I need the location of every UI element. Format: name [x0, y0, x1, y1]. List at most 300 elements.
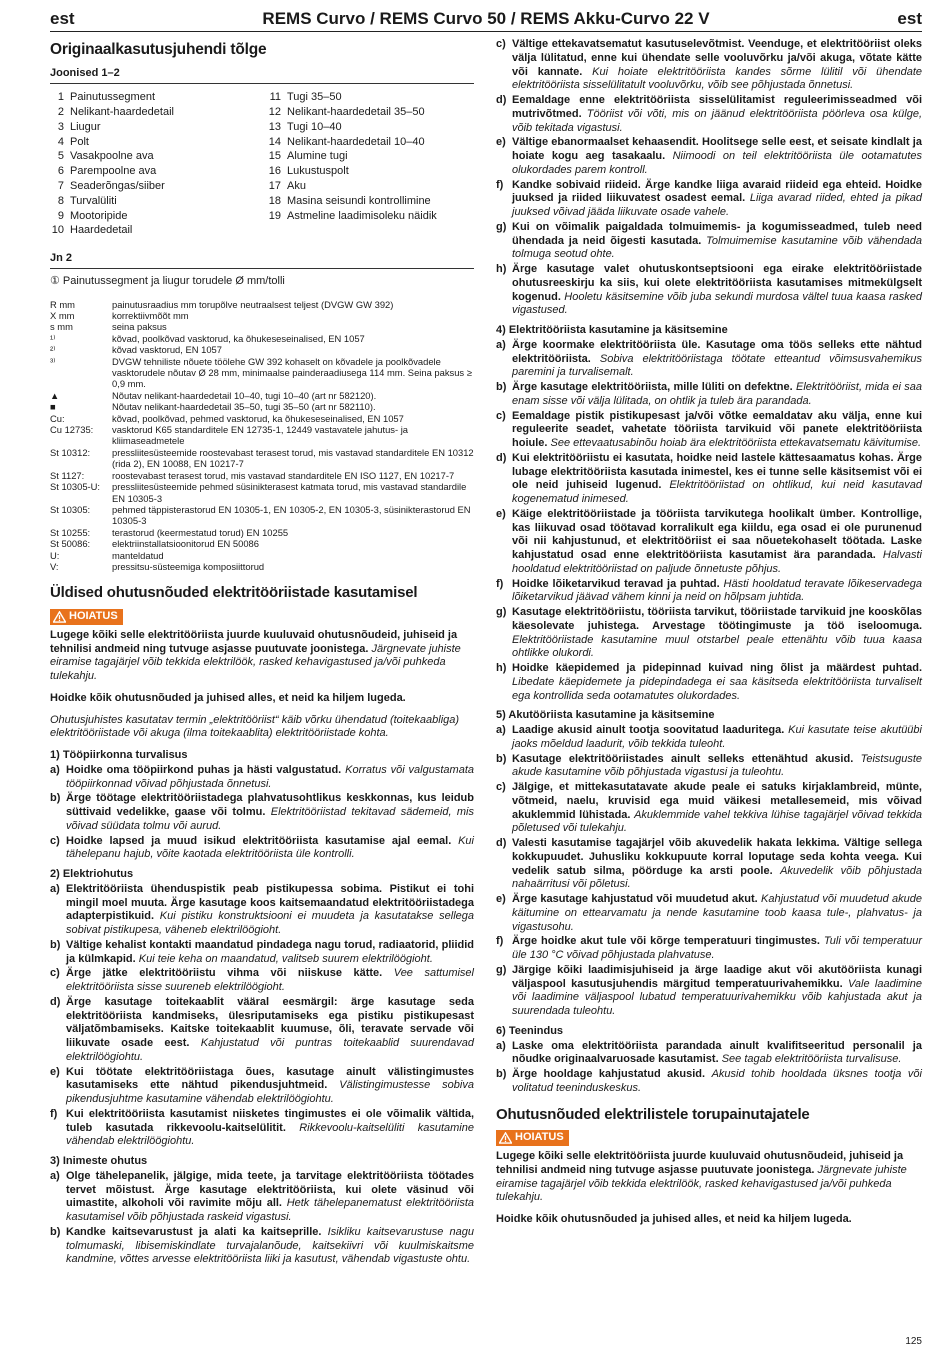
item-explanation: Niimoodi on teil elektritööriista üle ootamatutes olukordades parem kontroll. [512, 150, 922, 176]
list-item [496, 1068, 922, 1096]
item-text [512, 964, 922, 1019]
legend-number: 17 [268, 179, 281, 192]
abbreviation-value: korrektiivmõõt mm [112, 310, 189, 321]
item-text [512, 1068, 922, 1096]
term-note: Ohutusjuhistes kasutatav termin „elektritööriist“ käib võrku ühendatud (toitekaabliga) elektritööriistade või akuga (ilma toitekaablita) elektritööriistade kohta. [50, 713, 460, 740]
item-text [512, 179, 922, 220]
abbreviation-key: R mm [50, 298, 75, 310]
abbreviation-row [50, 321, 474, 332]
item-letter: f) [496, 178, 504, 191]
safety-section [50, 868, 474, 1149]
legend-item [50, 105, 257, 120]
page-header [50, 6, 922, 32]
abbreviation-value: kõvad vasktorud, EN 1057 [112, 344, 222, 356]
abbreviation-row [50, 344, 474, 355]
item-explanation: Kui kasutate teise akutüübi jaoks mõeldud laadurit, võib tekkida tuleoht. [512, 724, 922, 750]
legend-column-2 [267, 90, 474, 238]
item-letter: a) [496, 338, 506, 351]
item-instruction: Ärge kasutage valet ohutuskontseptsiooni ega eirake elektritööriistade ohutusreeskirju ka siis, kui olete elektritööriista kasutamises mitmekülgselt kogenud. [512, 263, 922, 303]
abbreviation-key: St 50086: [50, 538, 91, 550]
legend-number: 18 [268, 194, 281, 207]
item-text [512, 38, 922, 93]
legend-item [50, 194, 257, 209]
legend-number: 9 [57, 209, 64, 222]
list-item [496, 837, 922, 892]
item-explanation: Elektritööriistad tekitavad sädemeid, mis võivad süüdata tolmu või aurud. [66, 806, 474, 832]
legend-item [50, 135, 257, 150]
item-letter: g) [496, 606, 507, 618]
item-letter: a) [50, 1169, 60, 1182]
legend-text: Turvalüliti [70, 194, 117, 207]
item-explanation: Akuklemmide vahel tekkiva lühise tagajärjel võivad tekkida põletused või tulekahju. [512, 808, 923, 835]
item-text [66, 1108, 474, 1149]
legend-text: Masina seisundi kontrollimine [287, 194, 431, 207]
item-instruction: Kui töötate elektritööriistaga õues, kasutage ainult välistingimustes kasutamiseks ette nähtud pikendusjuhtmeid. [66, 1065, 474, 1092]
item-explanation: Välistingimustesse sobiva pikendusjuhtme kasutamine vähendab elektrilöögiohtu. [66, 1079, 474, 1106]
abbreviation-row [50, 504, 474, 527]
item-instruction: Elektritööriista ühenduspistik peab pistikupessa sobima. Pistikut ei tohi mingil moel muuta. Ärge kasutage koos kaitsemaandatud elektritööriistadega adapterpistikuid. [66, 882, 474, 923]
item-explanation: Kahjustatud või puntras toitekaablid suurendavad elektrilöögiohtu. [66, 1037, 474, 1063]
pipe-bender-heading: Ohutusnõuded elektrilistele torupainutajatele [496, 1105, 810, 1123]
list-item [496, 724, 922, 752]
item-text [512, 935, 922, 963]
legend-text: Nelikant-haardedetail 10–40 [287, 135, 425, 148]
item-letter: h) [496, 662, 507, 674]
item-instruction: Eemaldage enne elektritööriista sisselülitamist reguleerimisseadmed või mutrivõtmed. [512, 94, 922, 120]
item-instruction: Valesti kasutamise tagajärjel võib akuvedelik hakata lekkima. Vältige sellega kokkupuudet. Juhusliku kokkupuute korral loputage seda kohta veega. Kui vedelik satub silma, pöörduge ka arsti poole. [512, 837, 922, 877]
item-explanation: Vale laadimine või laadimine väljaspool lubatud temperatuurivahemikku võib kahjustada akut ja suurendada tuleohtu. [512, 977, 922, 1017]
item-explanation: Sobiva elektritööriistaga töötate etteantud võimsusvahemikus paremini ja turvalisemalt. [512, 352, 922, 379]
item-letter: b) [50, 1225, 61, 1238]
abbreviation-row [50, 447, 474, 470]
section-title: 2) Elektriohutus [50, 868, 134, 881]
item-instruction: Ärge kasutage toitekaablit vääral eesmärgil: ärge kasutage seda elektritööriista kandmiseks, ülesriputamiseks ega pistiku pistikupesast väljatõmbamiseks. Kaitske toitekaablit kuumuse, õli, teravate servade või liikuvate osade eest. [66, 995, 474, 1050]
abbreviation-value: painutusraadius mm torupõlve neutraalsest teljest (DVGW GW 392) [112, 298, 394, 310]
item-text [512, 410, 922, 451]
list-item [496, 606, 922, 661]
legend-text: Tugi 35–50 [287, 91, 342, 104]
list-item [496, 508, 922, 577]
abbreviation-key: St 10312: [50, 446, 91, 458]
item-instruction: Ärge kasutage kahjustatud või muudetud akut. [512, 893, 758, 905]
item-text [66, 967, 474, 995]
legend-item [267, 194, 474, 209]
list-item [50, 835, 474, 863]
language-code-right: est [897, 8, 922, 28]
legend-text: Nelikant-haardedetail [70, 105, 174, 118]
item-instruction: Kui elektritööriistu ei kasutata, hoidke neid lastele kättesaamatus kohas. Ärge lubage elektritööriista kasutada inimestel, kes ei tunne selle käsitsemist või ei ole neid juhiseid lugenud. [512, 451, 922, 492]
item-text [512, 263, 922, 318]
item-letter: e) [496, 893, 506, 905]
item-instruction: Olge tähelepanelik, jälgige, mida teete, ja tarvitage elektritööriista töötades tervet mõistust. Ärge kasutage elektritööriista, kui olete väsinud või uimastite, alkoholi või ravimite mõju all. [66, 1169, 474, 1210]
item-text [512, 1040, 922, 1068]
item-explanation: Kui tähelepanu hajub, võite kaotada elektritööriista üle kontrolli. [66, 834, 474, 861]
abbreviation-value: manteldatud [112, 549, 164, 561]
item-instruction: Kandke sobivaid riideid. Ärge kandke liiga avaraid riideid ega ehteid. Hoidke juuksed ja riided liikuvatest osadest eemal. [512, 178, 922, 205]
legend-text: Parempoolne ava [70, 165, 157, 178]
abbreviation-key: s mm [50, 321, 73, 333]
list-item [496, 410, 922, 451]
item-explanation: Tööriist või võti, mis on jäänud elektritööriista pöörleva osa külge, võib tekitada vigastusi. [512, 107, 922, 134]
abbreviation-value: pehmed täppisterastorud EN 10305-1, EN 10305-2, EN 10305-3, süsinikterastorud EN 10305-3 [112, 503, 471, 527]
item-instruction: Laadige akusid ainult tootja soovitatud laaduritega. [512, 724, 785, 736]
item-explanation: Rikkevoolu-kaitselüliti kasutamine vähendab elektrilöögiohtu. [66, 1121, 474, 1148]
item-letter: d) [496, 837, 507, 849]
list-item [50, 939, 474, 967]
item-instruction: Vältige ebanormaalset kehaasendit. Hoolitsege selle eest, et seisate kindlalt ja hoiate kogu aeg tasakaalu. [512, 136, 922, 162]
list-item [50, 1170, 474, 1225]
abbreviation-row [50, 424, 474, 447]
abbreviation-value: pressliitesüsteemide roostevabast terasest torud, mis vastavad standarditele EN 10312 (rida 2), EN 10088, EN 10217-7 [112, 446, 474, 470]
item-explanation: Kui pistiku konstruktsiooni ei muudeta ja kasutatakse sellega sobivat pistikupesa, väheneb elektrilöögioht. [66, 910, 474, 937]
item-explanation: Libedate käepidemete ja pidepindadega ei saa käsitseda elektritööriista turvaliselt ega kontrollida seda ootamatutes olukordades. [512, 675, 922, 702]
legend-number: 5 [57, 150, 64, 163]
item-instruction: Vältige kehalist kontakti maandatud pindadega nagu torud, radiaatorid, pliidid ja külmkapid. [66, 938, 474, 965]
legend-text: Seaderõngas/siiber [70, 179, 165, 192]
abbreviation-row [50, 299, 474, 310]
item-explanation: Korratus või valgustamata tööpiirkonnad võivad põhjustada õnnetusi. [66, 763, 474, 790]
safety-section [50, 749, 474, 862]
item-text [66, 883, 474, 938]
item-text [512, 578, 922, 606]
item-instruction: Ärge hooldage kahjustatud akusid. [512, 1068, 706, 1080]
item-instruction: Jälgige, et mittekasutatavate akude peale ei satuks kirjaklambreid, münte, võtmeid, naelu, kruvisid ega muid väikesi metallesemeid, mis võivad akuklemmid lühistada. [512, 781, 922, 821]
item-explanation: Tolmuimemise kasutamine võib vähendada tolmuga seotud ohte. [512, 234, 923, 261]
legend-number: 11 [269, 91, 281, 104]
legend-item [50, 120, 257, 135]
legend-item [50, 223, 257, 238]
abbreviation-value: elektriinstallatsioonitorud EN 50086 [112, 538, 259, 550]
list-item [496, 781, 922, 836]
list-item [496, 893, 922, 934]
item-text [512, 339, 922, 380]
abbreviation-key: Cu 12735: [50, 424, 94, 436]
item-instruction: Eemaldage pistik pistikupesast ja/või võtke eemaldatav aku välja, enne kui reguleerite seadet, vahetate tööriista tarvikuid või panete elektritööriista hoiule. [512, 409, 922, 449]
item-text [66, 764, 474, 792]
item-text [512, 606, 922, 661]
item-explanation: Kahjustatud või muudetud akude käitumine on ettearvamatu ja nende kasutamine toob kaasa tule-, plahvatus- ja vigastusohu. [512, 893, 922, 933]
legend-number: 15 [268, 150, 281, 163]
list-item [50, 967, 474, 995]
abbreviation-row [50, 481, 474, 504]
item-letter: b) [50, 792, 61, 805]
legend-number: 3 [57, 120, 64, 133]
list-item [496, 662, 922, 703]
item-instruction: Ärge hoidke akut tule või kõrge temperatuuri tingimustes. [512, 935, 820, 948]
item-instruction: Ärge jätke elektritööriistu vihma või niiskuse kätte. [66, 967, 383, 980]
item-explanation: Akusid tohib hooldada üksnes tootja või volitatud teeninduskeskus. [512, 1068, 922, 1094]
item-explanation: Hetk tähelepanematust elektritööriista kasutamisel võib põhjustada raskeid vigastusi. [66, 1197, 474, 1224]
abbreviation-row [50, 390, 474, 401]
item-instruction: Kasutage elektritööriistades ainult selleks ettenähtud akusid. [512, 752, 854, 765]
item-instruction: Ärge töötage elektritööriistadega plahvatusohtlikus keskkonnas, kus leidub süttivaid vedelikke, gaase või tolmu. [66, 792, 474, 819]
legend-text: Polt [70, 135, 89, 148]
keep-instructions: Hoidke kõik ohutusnõuded ja juhised alles, et neid ka hiljem lugeda. [50, 691, 406, 704]
item-explanation: Akuvedelik võib põhjustada nahaärritusi või põletusi. [512, 864, 923, 891]
legend-number: 4 [57, 135, 64, 148]
list-item [496, 381, 922, 409]
item-text [66, 1066, 474, 1107]
item-explanation: Vee sattumisel elektritööriista sisse suureneb elektrilöögioht. [66, 967, 474, 994]
legend-text: Haardedetail [70, 224, 133, 237]
abbreviation-value: Nõutav nelikant-haardedetail 35–50, tugi 35–50 (art nr 582110). [112, 401, 376, 413]
warning-label: HOIATUS [515, 1131, 564, 1144]
item-letter: e) [50, 1065, 60, 1078]
legend-item [267, 179, 474, 194]
abbreviation-key: ▲ [50, 389, 60, 401]
abbreviation-key: ■ [50, 401, 56, 413]
list-item [496, 1040, 922, 1068]
abbreviation-row [50, 401, 474, 412]
item-instruction: Järgige kõiki laadimisjuhiseid ja ärge laadige akut või akutööriista kunagi väljaspool kasutusjuhendis märgitud temperatuurivahemikku. [512, 963, 922, 990]
abbreviation-value: vasktorud K65 standarditele EN 12735-1, 12449 vastavatele jahutus- ja kliimaseadmetele [112, 424, 409, 447]
safety-section [50, 1155, 474, 1267]
legend-text: Tugi 10–40 [287, 120, 342, 133]
left-safety-sections [50, 749, 474, 1267]
abbreviation-key: St 10305-U: [50, 481, 101, 493]
keep-instructions: Hoidke kõik ohutusnõuded ja juhised alles, et neid ka hiljem lugeda. [496, 1213, 852, 1225]
abbreviation-key: St 10305: [50, 503, 91, 515]
warning-paragraph: Lugege kõiki selle elektritööriista juurde kuuluvaid ohutusnõudeid, juhiseid ja tehnilisi andmeid ning tutvuge asjasse puutuvate joonistega. Järgnevate juhiste eiramise tagajärjel võib tekkida elektrilöök, rasked kehavigastused ja/või puhkeda tulekahju. [496, 1150, 907, 1204]
legend-item [267, 209, 474, 224]
item-letter: b) [496, 752, 507, 765]
legend-text: Nelikant-haardedetail 35–50 [287, 105, 425, 118]
list-item [50, 764, 474, 792]
item-letter: b) [496, 381, 507, 393]
item-text [66, 939, 474, 967]
segment-note: ① Painutussegment ja liugur torudele Ø mm/tolli [50, 274, 285, 287]
item-letter: b) [50, 938, 61, 951]
abbreviation-key: ³⁾ [50, 355, 56, 367]
section-title: 5) Akutööriista kasutamine ja käsitsemine [496, 709, 715, 722]
list-item [496, 339, 922, 380]
legend-text: Aku [287, 179, 306, 192]
list-item [496, 578, 922, 606]
legend-number: 8 [57, 194, 64, 207]
item-explanation: Hästi hooldatud teravate lõikeservadega lõiketarvikud jäävad vähem kinni ja neid on hõlpsam juhtida. [512, 577, 923, 604]
item-letter: c) [496, 38, 506, 50]
legend-text: Liugur [70, 120, 101, 133]
abbreviation-row [50, 550, 474, 561]
left-column [50, 38, 474, 1271]
item-instruction: Hoidke oma tööpiirkond puhas ja hästi valgustatud. [66, 763, 342, 776]
item-letter: c) [50, 967, 60, 980]
item-text [512, 781, 922, 836]
legend-number: 19 [268, 209, 281, 222]
item-text [512, 452, 922, 507]
item-text [512, 136, 922, 177]
section-heading-translation: Originaalkasutusjuhendi tõlge [50, 41, 267, 58]
abbreviation-value: Nõutav nelikant-haardedetail 10–40, tugi 10–40 (art nr 582120). [112, 389, 377, 401]
item-text [512, 724, 922, 752]
section-title: 4) Elektritööriista kasutamine ja käsitsemine [496, 324, 728, 336]
list-item [496, 935, 922, 963]
legend-item [267, 135, 474, 150]
safety-section [496, 709, 922, 1019]
personal-safety-continued [496, 38, 922, 318]
item-text [66, 792, 474, 833]
item-letter: a) [50, 882, 60, 895]
list-item [50, 1226, 474, 1267]
abbreviation-row [50, 310, 474, 321]
item-letter: c) [50, 834, 60, 847]
list-item [496, 263, 922, 318]
legend-text: Vasakpoolne ava [70, 150, 154, 163]
legend-number: 2 [57, 105, 64, 118]
item-explanation: Hooletu käsitsemine võib juba sekundi murdosa vältel tuua kaasa rasked vigastused. [512, 290, 922, 317]
list-item [496, 452, 922, 507]
abbreviation-key: St 1127: [50, 469, 85, 481]
legend-number: 1 [57, 91, 64, 104]
abbreviation-key: U: [50, 549, 60, 561]
item-instruction: Hoidke käepidemed ja pidepinnad kuivad ning õlist ja määrdest puhtad. [512, 662, 922, 674]
item-letter: a) [496, 1039, 506, 1052]
item-explanation: Kui hoiate elektritööriista kandes sõrme lülitil või ühendate elektritööriista sisselülitatult vooluvõrku, võib see põhjustada õnnetusi. [512, 65, 922, 92]
legend-item [50, 90, 257, 105]
abbreviation-list [50, 299, 474, 573]
warning-badge [50, 609, 123, 625]
abbreviation-key: Cu: [50, 412, 65, 424]
warning-badge [496, 1130, 569, 1146]
item-text [512, 893, 922, 934]
legend-number: 13 [268, 120, 281, 133]
item-instruction: Kui elektritööriista kasutamist niisketes tingimustes ei ole võimalik vältida, tuleb kasutada rikkevoolu-kaitselülitit. [66, 1107, 474, 1134]
legend-item [267, 120, 474, 135]
item-explanation: Elektritööriist, mida ei saa enam sisse või välja lülitada, on ohtlik ja tuleb ära parandada. [512, 381, 922, 407]
abbreviation-key: ¹⁾ [50, 332, 56, 344]
abbreviation-key: X mm [50, 310, 75, 321]
item-letter: d) [496, 94, 507, 106]
abbreviation-row [50, 527, 474, 538]
abbreviation-key: St 10255: [50, 526, 91, 538]
page-number: 125 [905, 1335, 922, 1347]
legend-number: 6 [57, 165, 64, 178]
section-title: 1) Tööpiirkonna turvalisus [50, 749, 188, 762]
item-explanation: Halvasti hooldatud elektritööriistad on paljude õnnetuste põhjus. [512, 549, 922, 575]
item-text [66, 1170, 474, 1225]
abbreviation-row [50, 413, 474, 424]
legend-text: Alumine tugi [287, 150, 348, 163]
list-item [496, 964, 922, 1019]
item-letter: a) [496, 724, 506, 736]
parts-legend [50, 90, 474, 238]
abbreviation-value: terastorud (keermestatud torud) EN 10255 [112, 526, 289, 538]
item-text [512, 753, 922, 781]
legend-column-1 [50, 90, 257, 238]
legend-item [267, 149, 474, 164]
item-explanation: Isikliku kaitsevarustuse nagu tolmumaski, libisemiskindlate turvajalanõude, kaitsekiivri või kuulmiskaitsme kandmine, võttes arvesse elektritööriista liiki ja kasutust, vähendab vigastuste ohtu. [66, 1225, 474, 1266]
safety-section [496, 324, 922, 703]
legend-text: Astmeline laadimisoleku näidik [287, 209, 437, 222]
item-letter: c) [496, 409, 506, 422]
item-text [66, 835, 474, 863]
item-letter: f) [50, 1107, 58, 1120]
safety-section [496, 1025, 922, 1096]
item-instruction: Vältige ettekavatsematut kasutuselevõtmist. Veenduge, et elektritööriist oleks välja lülitatud, enne kui ühendate selle vooluvõrku ja/või akuga, võtate kätte või kannate. [512, 38, 922, 78]
legend-number: 14 [268, 135, 281, 148]
warning-triangle-icon [499, 1132, 512, 1144]
section-title: 3) Inimeste ohutus [50, 1155, 148, 1168]
abbreviation-key: V: [50, 560, 59, 572]
item-instruction: Ärge koormake elektritööriista üle. Kasutage oma töös selleks ette nähtud elektritööriista. [512, 338, 922, 365]
legend-item [267, 164, 474, 179]
legend-item [50, 179, 257, 194]
item-explanation: See tagab elektritööriista turvalisuse. [721, 1053, 902, 1066]
item-letter: d) [496, 451, 507, 464]
abbreviation-value: roostevabast terasest torud, mis vastavad standarditele EN ISO 1127, EN 10217-7 [112, 469, 455, 481]
list-item [50, 883, 474, 938]
legend-item [50, 164, 257, 179]
item-text [512, 94, 922, 135]
figures-label: Joonised 1–2 [50, 67, 474, 84]
item-letter: f) [496, 935, 504, 948]
section-title: 6) Teenindus [496, 1024, 564, 1037]
item-letter: g) [496, 220, 507, 233]
list-item [496, 94, 922, 135]
legend-text: Lukustuspolt [287, 165, 349, 178]
warning-label: HOIATUS [69, 610, 118, 623]
legend-item [50, 149, 257, 164]
list-item [496, 221, 922, 262]
right-column [496, 38, 922, 1235]
item-text [66, 996, 474, 1065]
list-item [50, 1108, 474, 1149]
item-letter: g) [496, 963, 507, 976]
item-letter: b) [496, 1068, 507, 1080]
legend-text: Painutussegment [70, 91, 155, 104]
abbreviation-value: seina paksus [112, 321, 167, 333]
list-item [50, 792, 474, 833]
legend-number: 16 [268, 165, 281, 178]
item-instruction: Käige elektritööriistade ja tööriista tarvikutega hoolikalt ümber. Kontrollige, kas liikuvad osad töötavad korralikult ega kiildu, ega osad ei ole purunenud või nii kahjustunud, et elektritööriist ei saa nõuetekohaselt töötada. Laske kahjustatud osad enne elektritööriista kasutamist ära parandada. [512, 507, 922, 561]
legend-text: Mootoripide [70, 209, 128, 222]
item-letter: e) [496, 136, 506, 149]
abbreviation-row [50, 356, 474, 390]
legend-item [267, 90, 474, 105]
right-safety-sections [496, 324, 922, 1096]
document-title: REMS Curvo / REMS Curvo 50 / REMS Akku-Curvo 22 V [262, 8, 710, 28]
abbreviation-value: pressitsu-süsteemiga komposiittorud [112, 560, 265, 572]
item-letter: h) [496, 263, 507, 275]
jn2-label: Jn 2 [50, 252, 474, 269]
item-explanation: Kui teie keha on maandatud, valitseb suurem elektrilöögioht. [138, 952, 433, 965]
item-text [66, 1226, 474, 1267]
item-explanation: Liiga avarad riided, ehted ja pikad juuksed võivad jääda liikuvate osade vahele. [512, 192, 922, 218]
abbreviation-value: DVGW tehniliste nõuete töölehe GW 392 kohaselt on kõvadele ja poolkõvadele vasktorudele nõutav Ø 28 mm, minimaalse painderaadiusega 114 mm. Seina paksus ≥ 0,9 mm. [112, 355, 472, 390]
legend-number: 10 [51, 224, 64, 237]
item-letter: d) [50, 995, 61, 1008]
list-item [50, 1066, 474, 1107]
abbreviation-row [50, 333, 474, 344]
item-text [512, 508, 922, 577]
item-instruction: Ärge kasutage elektritööriista, mille lüliti on defektne. [512, 381, 793, 393]
list-item [50, 996, 474, 1065]
warning-paragraph: Lugege kõiki selle elektritööriista juurde kuuluvaid ohutusnõudeid, juhiseid ja tehnilisi andmeid ning tutvuge asjasse puutuvate joonistega. Järgnevate juhiste eiramise tagajärjel võib tekkida elektrilöök, rasked kehavigastused ja/või puhkeda tulekahju. [50, 628, 461, 683]
item-explanation: Teistsuguste akude kasutamine võib põhjustada vigastusi ja tuleohtu. [512, 752, 922, 779]
item-explanation: See ettevaatusabinõu hoiab ära elektritööriista ettekavatsematu käivitumise. [550, 437, 922, 449]
item-instruction: Kasutage elektritööriistu, tööriista tarvikut, tööriistade tarvikuid jne kooskõlas käesolevate juhistega. Arvestage töötingimuste ja töö iseloomuga. [512, 606, 922, 632]
item-text [512, 837, 922, 892]
list-item [496, 38, 922, 93]
abbreviation-value: kõvad, poolkõvad vasktorud, ka õhukeseseinalised, EN 1057 [112, 332, 365, 344]
item-text [512, 381, 922, 409]
abbreviation-row [50, 538, 474, 549]
abbreviation-row [50, 470, 474, 481]
item-explanation: Tuli või temperatuur üle 130 °C võivad põhjustada plahvatuse. [512, 935, 922, 961]
abbreviation-key: ²⁾ [50, 344, 56, 356]
item-instruction: Hoidke lapsed ja muud isikud elektritööriista kasutamise ajal eemal. [66, 834, 452, 847]
list-item [496, 753, 922, 781]
